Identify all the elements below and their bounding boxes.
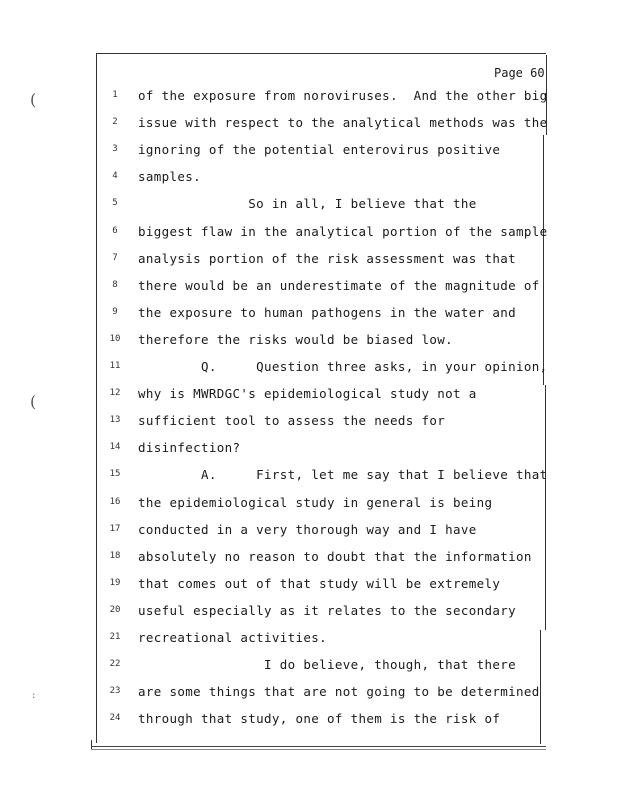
line-number: 21: [109, 632, 121, 642]
transcript-line-text: ignoring of the potential enterovirus positive: [138, 142, 501, 158]
right-margin-line: [543, 135, 544, 385]
transcript-line-text: there would be an underestimate of the magnitude of: [138, 277, 540, 293]
transcript-line-text: the epidemiological study in general is being: [138, 494, 493, 510]
line-number: 5: [112, 198, 118, 209]
page-number: Page 60: [494, 66, 545, 80]
page-border-bottom-double: [91, 749, 546, 750]
line-number: 8: [112, 279, 118, 290]
transcript-line-text: why is MWRDGC's epidemiological study not a: [138, 386, 477, 402]
page-border-top: [96, 53, 546, 54]
binder-hole-mark: (: [30, 392, 37, 411]
line-number: 18: [109, 550, 121, 561]
transcript-line-text: samples.: [138, 169, 202, 185]
transcript-line-text: A. First, let me say that I believe that: [138, 467, 548, 483]
line-number: 24: [109, 713, 121, 724]
transcript-line-text: the exposure to human pathogens in the water and: [138, 304, 517, 320]
transcript-line-text: Q. Question three asks, in your opinion,: [138, 359, 548, 374]
line-number: 13: [109, 415, 121, 426]
transcript-line-text: useful especially as it relates to the secondary: [138, 602, 517, 618]
line-number: 6: [112, 225, 118, 236]
line-number: 1: [112, 90, 118, 100]
line-number: 7: [112, 252, 118, 263]
transcript-line-text: disinfection?: [138, 440, 241, 456]
transcript-line-text: absolutely no reason to doubt that the information: [138, 548, 532, 564]
right-margin-line: [545, 385, 546, 630]
line-number: 15: [109, 469, 121, 480]
line-number: 4: [112, 171, 118, 182]
line-number: 9: [112, 306, 118, 317]
transcript-line-text: through that study, one of them is the risk of: [138, 711, 501, 727]
transcript-line-text: issue with respect to the analytical methods was the: [138, 115, 548, 131]
page-border-left: [96, 53, 97, 743]
page-border-bottom: [91, 746, 546, 747]
transcript-line-text: therefore the risks would be biased low.: [138, 331, 454, 347]
transcript-line-text: that comes out of that study will be extremely: [138, 575, 501, 591]
transcript-line-text: sufficient tool to assess the needs for: [138, 413, 446, 429]
line-number: 3: [112, 144, 118, 155]
line-number: 17: [109, 523, 121, 534]
transcript-line-text: So in all, I believe that the: [138, 196, 477, 212]
transcript-line-text: I do believe, though, that there: [138, 657, 517, 673]
binder-hole-mark: (: [30, 90, 37, 109]
line-number: 10: [109, 333, 121, 344]
line-number: 2: [112, 117, 118, 128]
transcript-line-text: analysis portion of the risk assessment was that: [138, 250, 517, 266]
transcript-line-text: conducted in a very thorough way and I have: [138, 521, 477, 537]
line-number: 12: [109, 388, 121, 399]
transcript-line-text: biggest flaw in the analytical portion of the sample: [138, 223, 548, 239]
line-number: 22: [109, 659, 121, 670]
right-margin-line: [540, 630, 541, 744]
line-number: 16: [109, 496, 121, 507]
binder-hole-mark: :: [32, 690, 36, 701]
line-number: 19: [109, 577, 121, 588]
transcript-line-text: of the exposure from noroviruses. And the other big: [138, 88, 548, 103]
line-number: 11: [109, 361, 121, 371]
transcript-line-text: are some things that are not going to be determined: [138, 684, 540, 700]
line-number: 20: [109, 604, 121, 615]
line-number: 14: [109, 442, 121, 453]
line-number: 23: [109, 686, 121, 697]
transcript-line-text: recreational activities.: [138, 630, 328, 645]
